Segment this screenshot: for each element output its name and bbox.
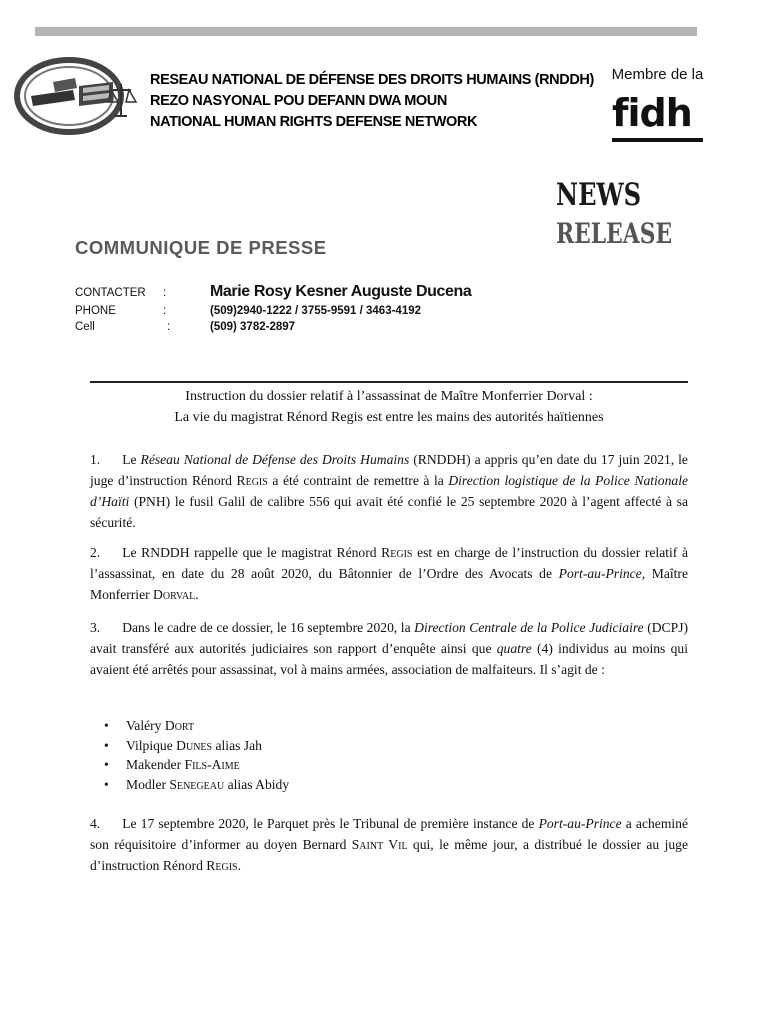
paragraph-text: Dans le cadre de ce dossier, le 16 septembre 2020, la: [122, 620, 415, 635]
top-divider-bar: [35, 27, 697, 36]
fidh-logo-underline: [612, 138, 703, 142]
list-item: [104, 755, 289, 775]
paragraph-italic: quatre: [496, 641, 532, 656]
headline-line-2: La vie du magistrat Rénord Regis est entre les mains des autorités haïtiennes: [174, 410, 604, 425]
rnddh-logo: [13, 56, 143, 136]
bullet-icon: •: [104, 718, 109, 733]
organization-names: [150, 70, 594, 133]
bullet-icon: •: [104, 757, 109, 772]
suspect-first-name: Modler: [126, 776, 170, 792]
bullet-icon: •: [104, 776, 109, 792]
list-item: [104, 736, 289, 756]
paragraph-text: .: [195, 587, 199, 602]
contact-separator: :: [163, 287, 167, 299]
list-item: [104, 775, 289, 795]
paragraph-surname: Regis: [381, 545, 413, 560]
suspect-list: [104, 716, 289, 794]
headline: [90, 386, 688, 428]
suspect-surname: Senegeau: [169, 776, 225, 792]
news-label: NEWS: [556, 177, 642, 213]
paragraph-text: (4) individus au moins qui avaient été arrêtés pour assassinat, vol à mains armées, association de malfaiteurs. Il s’agit de :: [90, 641, 688, 677]
suspect-alias: alias Jah: [212, 737, 262, 753]
paragraph-text: (DCPJ) avait transféré aux autorités judiciaires son rapport d’enquête ainsi que: [90, 620, 689, 656]
phone-numbers: (509)2940-1222 / 3755-9591 / 3463-4192: [210, 305, 422, 317]
fidh-member-label: Membre de la: [611, 66, 704, 83]
org-name-creole: REZO NASYONAL POU DEFANN DWA MOUN: [150, 93, 447, 109]
paragraph-surname: Dorval: [153, 587, 196, 602]
headline-line-1: Instruction du dossier relatif à l’assassinat de Maître Monferrier Dorval :: [185, 389, 593, 404]
paragraph-text: Le: [122, 452, 141, 467]
paragraph-text: (PNH) le fusil Galil de calibre 556 qui avait été confié le 25 septembre 2020 à l’agent affecté à sa sécurité.: [90, 494, 688, 530]
list-item: [104, 716, 289, 736]
paragraph-italic: Réseau National de Défense des Droits Humains: [140, 452, 410, 467]
paragraph-text: (RNDDH) a appris qu’en date du 17 juin 2021, le juge d’instruction Rénord: [90, 452, 688, 488]
paragraph-1: [90, 449, 688, 533]
suspect-surname: Dunes: [176, 737, 213, 753]
paragraph-text: Le RNDDH rappelle que le magistrat Rénord: [122, 545, 382, 560]
cell-label: Cell: [75, 321, 95, 333]
phone-label: PHONE: [75, 305, 116, 317]
cell-separator: :: [167, 321, 171, 333]
paragraph-text: est en charge de l’instruction du dossier relatif à l’assassinat, en date du 28 août 2020, du Bâtonnier de l’Ordre des Avocats de: [90, 545, 688, 581]
paragraph-number: 3.: [90, 620, 101, 635]
paragraph-text: qui, le même jour, a distribué le dossier au juge d’instruction Rénord: [90, 837, 688, 873]
phone-separator: :: [163, 305, 167, 317]
paragraph-4: [90, 813, 688, 876]
paragraph-surname: Regis: [236, 473, 268, 488]
paragraph-number: 2.: [90, 545, 101, 560]
paragraph-text: a été contraint de remettre à la: [267, 473, 449, 488]
cell-number: (509) 3782-2897: [210, 321, 296, 333]
org-name-french: RESEAU NATIONAL DE DÉFENSE DES DROITS HUMAINS (RNDDH): [150, 72, 594, 88]
paragraph-italic: Direction Centrale de la Police Judiciaire: [414, 620, 644, 635]
bullet-icon: •: [104, 737, 109, 753]
contact-name: Marie Rosy Kesner Auguste Ducena: [210, 283, 472, 300]
paragraph-number: 4.: [90, 816, 101, 831]
suspect-surname: Dort: [164, 718, 195, 733]
paragraph-text: , Maître Monferrier: [90, 566, 688, 602]
paragraph-2: [90, 542, 688, 605]
paragraph-italic: Port-au-Prince: [538, 816, 622, 831]
paragraph-surname: Regis: [206, 858, 238, 873]
communique-title: COMMUNIQUE DE PRESSE: [75, 237, 327, 258]
paragraph-number: 1.: [90, 452, 101, 467]
org-name-english: NATIONAL HUMAN RIGHTS DEFENSE NETWORK: [150, 114, 478, 130]
fidh-member-badge: [610, 62, 705, 144]
paragraph-text: a acheminé son réquisitoire d’informer au doyen Bernard: [90, 816, 688, 852]
paragraph-italic: Direction logistique de la Police Nationale d’Haïti: [90, 473, 688, 509]
paragraph-text: .: [237, 858, 241, 873]
headline-rule: [90, 381, 688, 383]
suspect-alias: alias Abidy: [224, 776, 290, 792]
paragraph-text: Le 17 septembre 2020, le Parquet près le Tribunal de première instance de: [122, 816, 539, 831]
fidh-logo: fidh: [612, 91, 692, 135]
suspect-surname: Fils-Aime: [184, 757, 240, 772]
paragraph-italic: Port-au-Prince: [558, 566, 642, 581]
suspect-first-name: Vilpique: [126, 737, 177, 753]
suspect-first-name: Makender: [126, 757, 185, 772]
paragraph-3: [90, 617, 688, 680]
suspect-first-name: Valéry: [126, 718, 165, 733]
paragraph-surname: Saint Vil: [351, 837, 408, 852]
contact-label: CONTACTER: [75, 287, 146, 299]
release-label: RELEASE: [556, 217, 673, 250]
